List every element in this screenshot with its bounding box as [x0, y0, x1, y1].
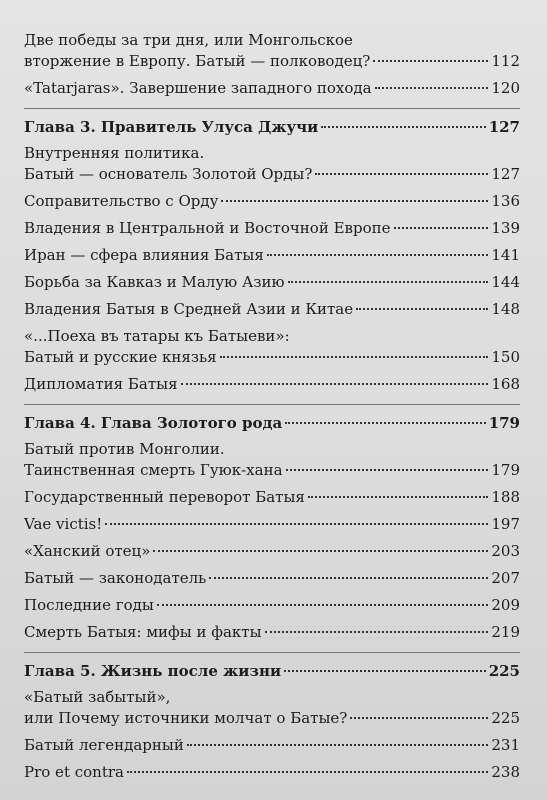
dot-leader: [265, 631, 489, 633]
toc-entry: [24, 143, 520, 185]
entry-title-line: Батый — законодатель: [24, 569, 207, 587]
dot-leader: [285, 422, 485, 424]
page-number: 209: [491, 596, 520, 614]
chapter-title: Глава 5. Жизнь после жизни: [24, 662, 282, 680]
entry-title-line: Борьба за Кавказ и Малую Азию: [24, 273, 285, 291]
page-number: 141: [491, 246, 520, 264]
toc-line: [24, 595, 520, 616]
toc-line: [24, 735, 520, 756]
page-number: 144: [491, 273, 520, 291]
page-number: 148: [491, 300, 520, 318]
page-number: 179: [491, 461, 520, 479]
page-number: 219: [491, 623, 520, 641]
dot-leader: [308, 496, 488, 498]
toc-line: [24, 347, 520, 368]
toc-entry: [24, 374, 520, 395]
toc-entry: [24, 687, 520, 729]
toc-line: [24, 218, 520, 239]
dot-leader: [350, 717, 488, 719]
dot-leader: [220, 356, 489, 358]
entry-title-line: Две победы за три дня, или Монгольское: [24, 31, 353, 49]
toc-line: [24, 413, 520, 434]
page-number: 139: [491, 219, 520, 237]
entry-title-line: «Ханский отец»: [24, 542, 151, 560]
page-number: 203: [491, 542, 520, 560]
toc-entry: [24, 78, 520, 99]
toc-entry: [24, 595, 520, 616]
entry-title-line: Батый и русские князья: [24, 348, 217, 366]
toc-entry: [24, 272, 520, 293]
chapter-title: Глава 4. Глава Золотого рода: [24, 414, 283, 432]
toc-line: [24, 51, 520, 72]
chapter-heading: [24, 661, 520, 682]
entry-title-line: «Tatarjaras». Завершение западного похода: [24, 79, 372, 97]
dot-leader: [209, 577, 488, 579]
toc-entry: [24, 622, 520, 643]
entry-title-line: Владения в Центральной и Восточной Европе: [24, 219, 391, 237]
dot-leader: [157, 604, 489, 606]
dot-leader: [221, 200, 488, 202]
chapter-heading: [24, 413, 520, 434]
toc-line: [24, 762, 520, 783]
toc-entry: [24, 30, 520, 72]
chapter-divider: [24, 652, 520, 653]
entry-title-line: Соправительство с Орду: [24, 192, 219, 210]
toc-line: [24, 460, 520, 481]
entry-title-line: Внутренняя политика.: [24, 144, 205, 162]
page-number: 120: [491, 79, 520, 97]
dot-leader: [284, 670, 486, 672]
toc-line: [24, 272, 520, 293]
dot-leader: [181, 383, 489, 385]
dot-leader: [321, 126, 485, 128]
entry-title-line: «Батый забытый»,: [24, 688, 171, 706]
table-of-contents: [24, 30, 520, 789]
dot-leader: [375, 87, 489, 89]
entry-title-line: Vae victis!: [24, 515, 103, 533]
toc-entry: [24, 299, 520, 320]
page-number: 207: [491, 569, 520, 587]
page-number: 127: [488, 118, 520, 136]
page-number: 188: [491, 488, 520, 506]
toc-line: [24, 245, 520, 266]
toc-entry: [24, 326, 520, 368]
page-number: 179: [488, 414, 520, 432]
toc-entry: [24, 541, 520, 562]
page-number: 225: [488, 662, 520, 680]
entry-title-line: Иран — сфера влияния Батыя: [24, 246, 264, 264]
entry-title-line: Государственный переворот Батыя: [24, 488, 305, 506]
toc-entry: [24, 568, 520, 589]
chapter-heading: [24, 117, 520, 138]
entry-title-line: «...Поеха въ татары къ Батыеви»:: [24, 327, 290, 345]
page-number: 231: [491, 736, 520, 754]
toc-entry: [24, 439, 520, 481]
page-number: 150: [491, 348, 520, 366]
chapter-divider: [24, 404, 520, 405]
entry-title-line: или Почему источники молчат о Батые?: [24, 709, 348, 727]
dot-leader: [288, 281, 489, 283]
toc-entry: [24, 762, 520, 783]
toc-line: [24, 164, 520, 185]
toc-line: [24, 299, 520, 320]
toc-line: [24, 568, 520, 589]
toc-entry: [24, 191, 520, 212]
toc-entry: [24, 218, 520, 239]
toc-entry: [24, 245, 520, 266]
toc-line: [24, 661, 520, 682]
entry-title-line: Батый легендарный: [24, 736, 184, 754]
toc-line: [24, 622, 520, 643]
page-number: 112: [491, 52, 520, 70]
toc-line: [24, 117, 520, 138]
chapter-title: Глава 3. Правитель Улуса Джучи: [24, 118, 319, 136]
toc-line: [24, 78, 520, 99]
entry-title-line: Последние годы: [24, 596, 154, 614]
dot-leader: [187, 744, 489, 746]
toc-entry: [24, 514, 520, 535]
entry-title-line: Таинственная смерть Гуюк-хана: [24, 461, 283, 479]
toc-line: [24, 514, 520, 535]
entry-title-line: вторжение в Европу. Батый — полководец?: [24, 52, 371, 70]
dot-leader: [267, 254, 489, 256]
dot-leader: [356, 308, 488, 310]
page-number: 197: [491, 515, 520, 533]
dot-leader: [153, 550, 488, 552]
page-number: 225: [491, 709, 520, 727]
dot-leader: [373, 60, 488, 62]
page-number: 136: [491, 192, 520, 210]
dot-leader: [315, 173, 488, 175]
dot-leader: [127, 771, 488, 773]
entry-title-line: Дипломатия Батыя: [24, 375, 178, 393]
dot-leader: [394, 227, 489, 229]
toc-line: [24, 487, 520, 508]
toc-line: [24, 374, 520, 395]
toc-entry: [24, 487, 520, 508]
entry-title-line: Батый — основатель Золотой Орды?: [24, 165, 313, 183]
entry-title-line: Pro et contra: [24, 763, 124, 781]
entry-title-line: Батый против Монголии.: [24, 440, 225, 458]
toc-line: [24, 191, 520, 212]
page-number: 127: [491, 165, 520, 183]
page-number: 168: [491, 375, 520, 393]
toc-entry: [24, 735, 520, 756]
entry-title-line: Смерть Батыя: мифы и факты: [24, 623, 262, 641]
toc-line: [24, 708, 520, 729]
dot-leader: [286, 469, 489, 471]
toc-line: [24, 541, 520, 562]
entry-title-line: Владения Батыя в Средней Азии и Китае: [24, 300, 354, 318]
dot-leader: [105, 523, 488, 525]
chapter-divider: [24, 108, 520, 109]
page-number: 238: [491, 763, 520, 781]
